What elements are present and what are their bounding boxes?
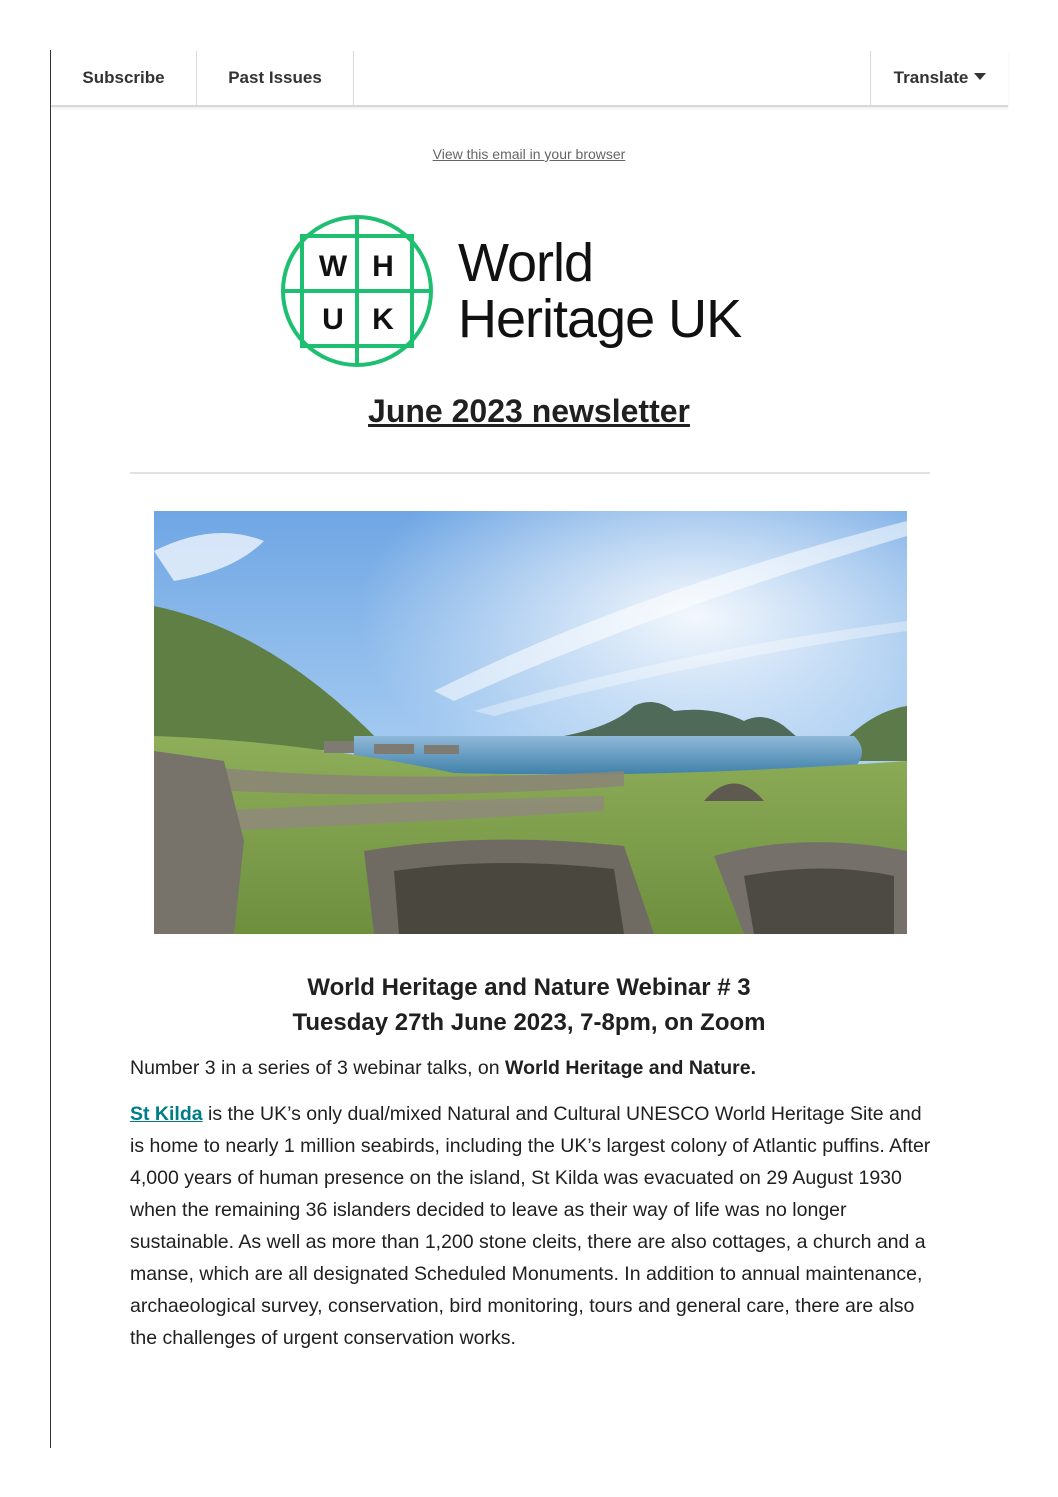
whuk-logo [280,213,780,371]
logo-letter-w: W [318,250,348,283]
event-heading [0,970,1058,1040]
st-kilda-description: is the UK’s only dual/mixed Natural and Cultural UNESCO World Heritage Site and is home to nearly 1 million seabirds, including the UK’s largest colony of Atlantic puffins. After 4,000 years of human presence on the island, St Kilda was evacuated on 29 August 1930 when the remaining 36 islanders decided to leave as their way of life was no longer sustainable. As well as more than 1,200 stone cleits, there are also cottages, a church and a manse, which are all designated Scheduled Monuments. In addition to annual maintenance, archaeological survey, conservation, bird monitoring, tours and general care, there are also the challenges of urgent conservation works. [130,1103,931,1349]
st-kilda-paragraph [130,1098,935,1354]
subscribe-label: Subscribe [82,68,165,87]
logo-line-1: World [458,233,594,293]
st-kilda-link[interactable]: St Kilda [130,1103,203,1125]
landscape-photo [154,511,907,934]
logo-line-2: Heritage UK [458,289,742,349]
st-kilda-hero-image [154,511,907,934]
logo-letter-k: K [372,303,394,336]
translate-label: Translate [893,68,969,87]
top-nav-bar [51,51,1008,107]
intro-paragraph [130,1052,935,1084]
intro-bold-text: World Heritage and Nature. [505,1057,757,1079]
view-in-browser-link[interactable]: View this email in your browser [432,146,626,162]
subscribe-link[interactable] [51,51,197,105]
logo-wordmark [458,235,741,347]
caret-down-icon [974,73,986,80]
past-issues-link[interactable] [197,51,354,105]
whuk-emblem-icon [280,213,440,371]
translate-dropdown[interactable] [870,51,1009,105]
section-divider [130,472,930,474]
intro-text: Number 3 in a series of 3 webinar talks, on [130,1057,506,1079]
newsletter-title[interactable]: June 2023 newsletter [368,393,690,429]
event-heading-line-2: Tuesday 27th June 2023, 7-8pm, on Zoom [292,1009,766,1036]
past-issues-label: Past Issues [228,68,322,87]
logo-letter-h: H [372,250,394,283]
event-heading-line-1: World Heritage and Nature Webinar # 3 [307,974,751,1001]
logo-letter-u: U [322,303,344,336]
left-border-line [50,50,51,1448]
